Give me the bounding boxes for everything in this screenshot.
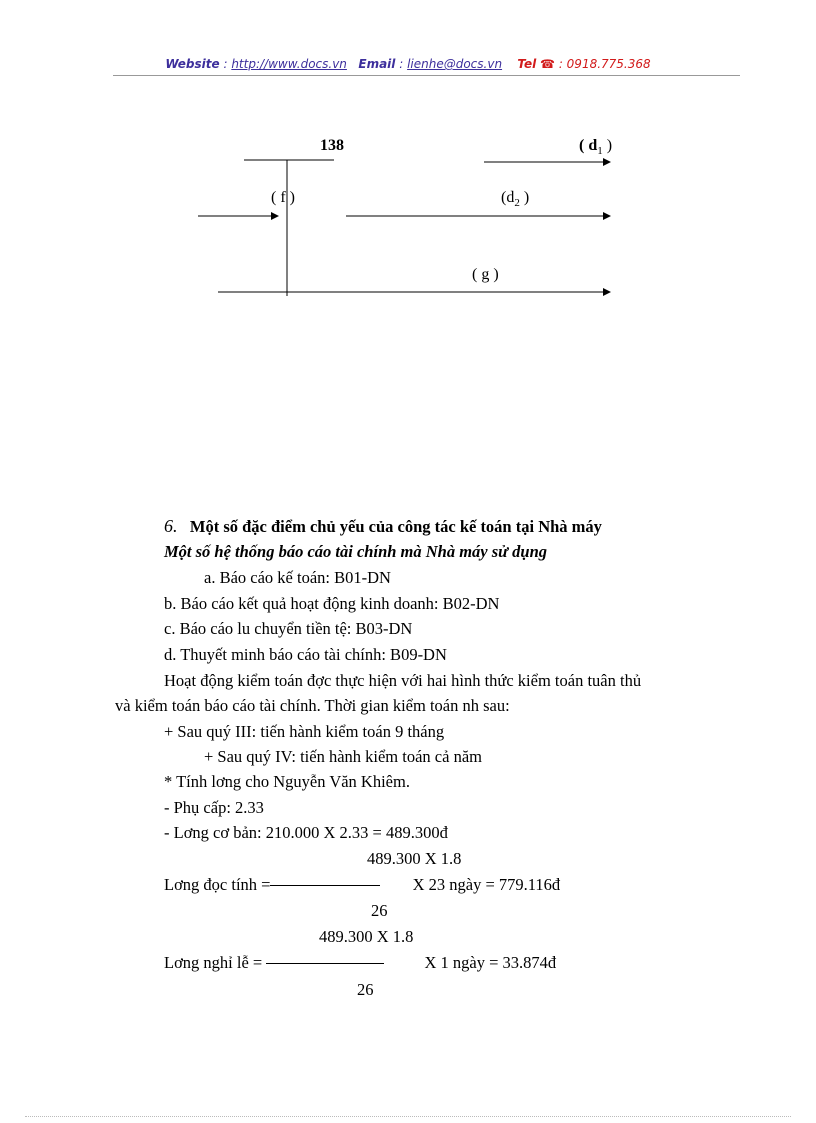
section-number: 6. xyxy=(164,516,178,536)
section-subheading: Một số hệ thống báo cáo tài chính mà Nhà máy sử dụng xyxy=(164,542,548,561)
email-link[interactable]: lienhe@docs.vn xyxy=(407,57,503,71)
website-separator: : xyxy=(219,57,232,71)
formula2-fraction-bar xyxy=(266,963,384,964)
email-label: Email xyxy=(358,57,396,71)
report-item: a. Báo cáo kế toán: B01-DN xyxy=(204,568,391,587)
footer-divider xyxy=(25,1116,791,1117)
phone-icon: ☎ xyxy=(540,57,555,71)
formula2-line xyxy=(164,953,816,973)
formula1-line xyxy=(164,875,816,895)
formula1-denominator: 26 xyxy=(371,901,388,920)
tel-number: : 0918.775.368 xyxy=(555,57,651,71)
formula2-result: X 1 ngày = 33.874đ xyxy=(424,953,557,972)
email-separator: : xyxy=(395,57,408,71)
salary-base: - Lơng cơ bản: 210.000 X 2.33 = 489.300đ xyxy=(164,823,448,842)
label-g: ( g ) xyxy=(472,266,499,283)
audit-paragraph-line2: và kiểm toán báo cáo tài chính. Thời gian kiểm toán nh sau: xyxy=(115,696,510,715)
account-number: 138 xyxy=(320,137,344,154)
t-account-diagram xyxy=(0,0,816,320)
tel-label: Tel xyxy=(517,57,537,71)
label-d2: ($d_2$ ) xyxy=(501,189,530,209)
formula2-numerator: 489.300 X 1.8 xyxy=(319,927,414,946)
salary-allowance: - Phụ cấp: 2.33 xyxy=(164,798,264,817)
website-link[interactable]: http://www.docs.vn xyxy=(231,57,347,71)
section-title: Một số đặc điểm chủ yếu của công tác kế toán tại Nhà máy xyxy=(189,517,602,536)
section-heading xyxy=(164,516,816,537)
formula1-numerator: 489.300 X 1.8 xyxy=(367,849,462,868)
report-item: b. Báo cáo kết quả hoạt động kinh doanh: B02-DN xyxy=(164,594,500,613)
label-d1: ( $d_1$ ) xyxy=(579,137,613,157)
website-label: Website xyxy=(165,57,220,71)
audit-paragraph-line1: Hoạt động kiểm toán đợc thực hiện với hai hình thức kiểm toán tuân thủ xyxy=(164,671,642,690)
report-item: c. Báo cáo lu chuyển tiền tệ: B03-DN xyxy=(164,619,413,638)
formula1-fraction-bar xyxy=(270,885,380,886)
audit-item: + Sau quý IV: tiến hành kiểm toán cả năm xyxy=(204,747,482,766)
label-f: ( f ) xyxy=(271,189,295,206)
report-item: d. Thuyết minh báo cáo tài chính: B09-DN xyxy=(164,645,447,664)
salary-title: * Tính lơng cho Nguyễn Văn Khiêm. xyxy=(164,772,410,791)
audit-item: + Sau quý III: tiến hành kiểm toán 9 tháng xyxy=(164,722,445,741)
formula2-label: Lơng nghỉ lễ = xyxy=(164,953,267,972)
formula1-label: Lơng đọc tính = xyxy=(164,875,271,894)
formula1-result: X 23 ngày = 779.116đ xyxy=(412,875,561,894)
formula2-denominator: 26 xyxy=(357,980,374,999)
